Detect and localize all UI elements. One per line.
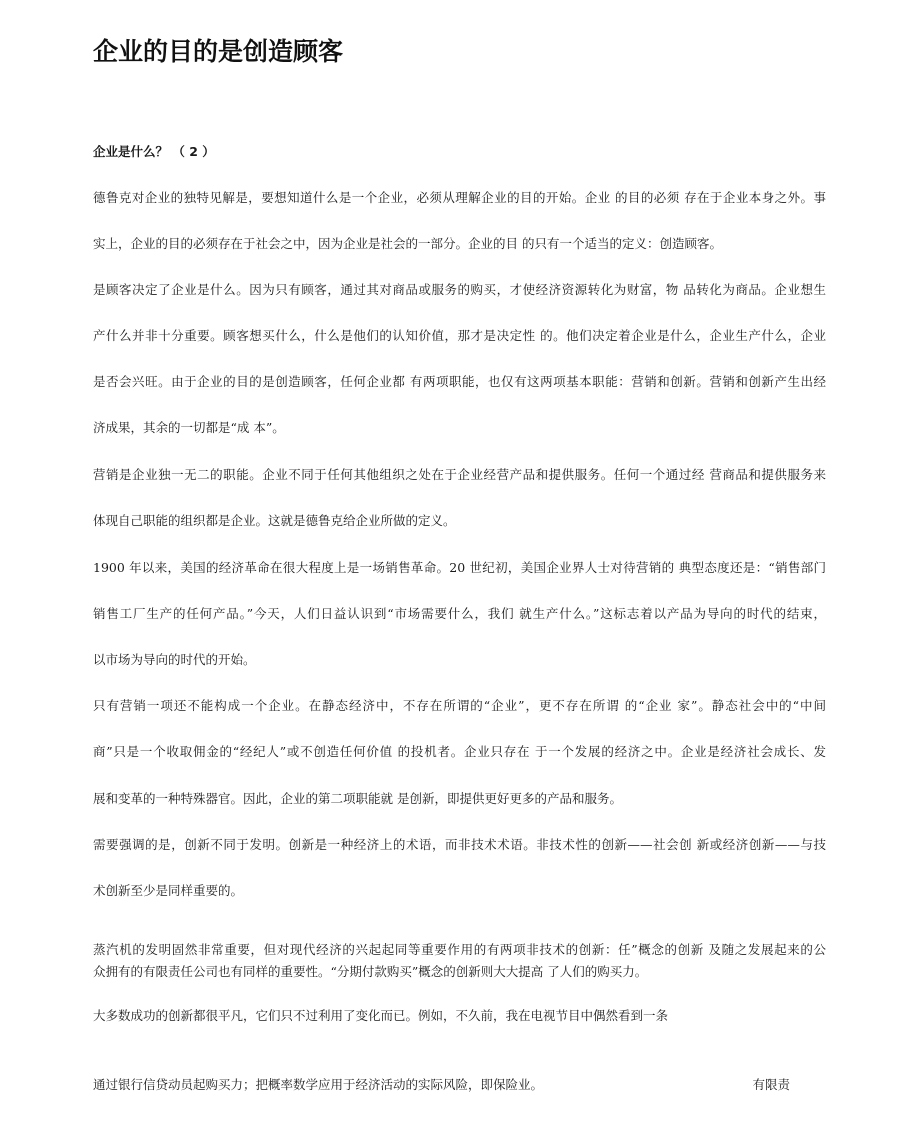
paragraph-line: 只有营销一项还不能构成一个企业。在静态经济中，不存在所谓的“企业”，更不存在所谓 的“企业 家”。静态社会中的“中间 — [93, 698, 826, 713]
footer-continuation: 有限责 — [752, 1077, 790, 1092]
paragraph-line: 需要强调的是，创新不同于发明。创新是一种经济上的术语，而非技术术语。非技术性的创新——社会创 新或经济创新——与技 — [93, 837, 826, 852]
paragraph-line: 1900 年以来，美国的经济革命在很大程度上是一场销售革命。20 世纪初，美国企业界人士对待营销的 典型态度还是：“销售部门 — [93, 560, 826, 575]
paragraph-line: 销售工厂生产的任何产品。”今天，人们日益认识到“市场需要什么，我们 就生产什么。”这标志着以产品为导向的时代的结束， — [93, 606, 826, 621]
paragraph-line: 营销是企业独一无二的职能。企业不同于任何其他组织之处在于企业经营产品和提供服务。任何一个通过经 营商品和提供服务来 — [93, 467, 826, 482]
paragraph-line: 济成果，其余的一切都是“成 本”。 — [93, 420, 285, 435]
paragraph-line: 商”只是一个收取佣金的“经纪人”或不创造任何价值 的投机者。企业只存在 于一个发展的经济之中。企业是经济社会成长、发 — [93, 744, 826, 759]
paragraph-line: 体现自己职能的组织都是企业。这就是德鲁克给企业所做的定义。 — [93, 513, 456, 528]
paragraph-line: 是否会兴旺。由于企业的目的是创造顾客，任何企业都 有两项职能，也仅有这两项基本职能：营销和创新。营销和创新产生出经 — [93, 374, 826, 389]
paragraph-line: 术创新至少是同样重要的。 — [93, 883, 244, 898]
paragraph-line: 以市场为导向的时代的开始。 — [93, 652, 256, 667]
paragraph-line: 大多数成功的创新都很平凡，它们只不过利用了变化而已。例如，不久前，我在电视节目中偶然看到一条 — [93, 1008, 669, 1023]
section-subtitle: 企业是什么？ （ 2 ） — [93, 144, 215, 159]
paragraph-line: 众拥有的有限责任公司也有同样的重要性。“分期付款购买”概念的创新则大大提高 了人们的购买力。 — [93, 964, 648, 979]
document-title: 企业的目的是创造顾客 — [93, 37, 344, 66]
paragraph-line: 产什么并非十分重要。顾客想买什么，什么是他们的认知价值，那才是决定性 的。他们决定着企业是什么，企业生产什么，企业 — [93, 328, 826, 343]
paragraph-line: 实上，企业的目的必须存在于社会之中，因为企业是社会的一部分。企业的目 的只有一个适当的定义：创造顾客。 — [93, 236, 722, 251]
paragraph-line: 展和变革的一种特殊器官。因此，企业的第二项职能就 是创新，即提供更好更多的产品和服务。 — [93, 791, 622, 806]
paragraph-line: 德鲁克对企业的独特见解是，要想知道什么是一个企业，必须从理解企业的目的开始。企业 的目的必须 存在于企业本身之外。事 — [93, 190, 826, 205]
footer-text: 通过银行信贷动员起购买力；把概率数学应用于经济活动的实际风险，即保险业。 — [93, 1077, 544, 1092]
page-footer — [93, 1077, 790, 1093]
paragraph-line: 蒸汽机的发明固然非常重要，但对现代经济的兴起起同等重要作用的有两项非技术的创新：任”概念的创新 及随之发展起来的公 — [93, 942, 826, 957]
paragraph-line: 是顾客决定了企业是什么。因为只有顾客，通过其对商品或服务的购买，才使经济资源转化为财富，物 品转化为商品。企业想生 — [93, 282, 826, 297]
